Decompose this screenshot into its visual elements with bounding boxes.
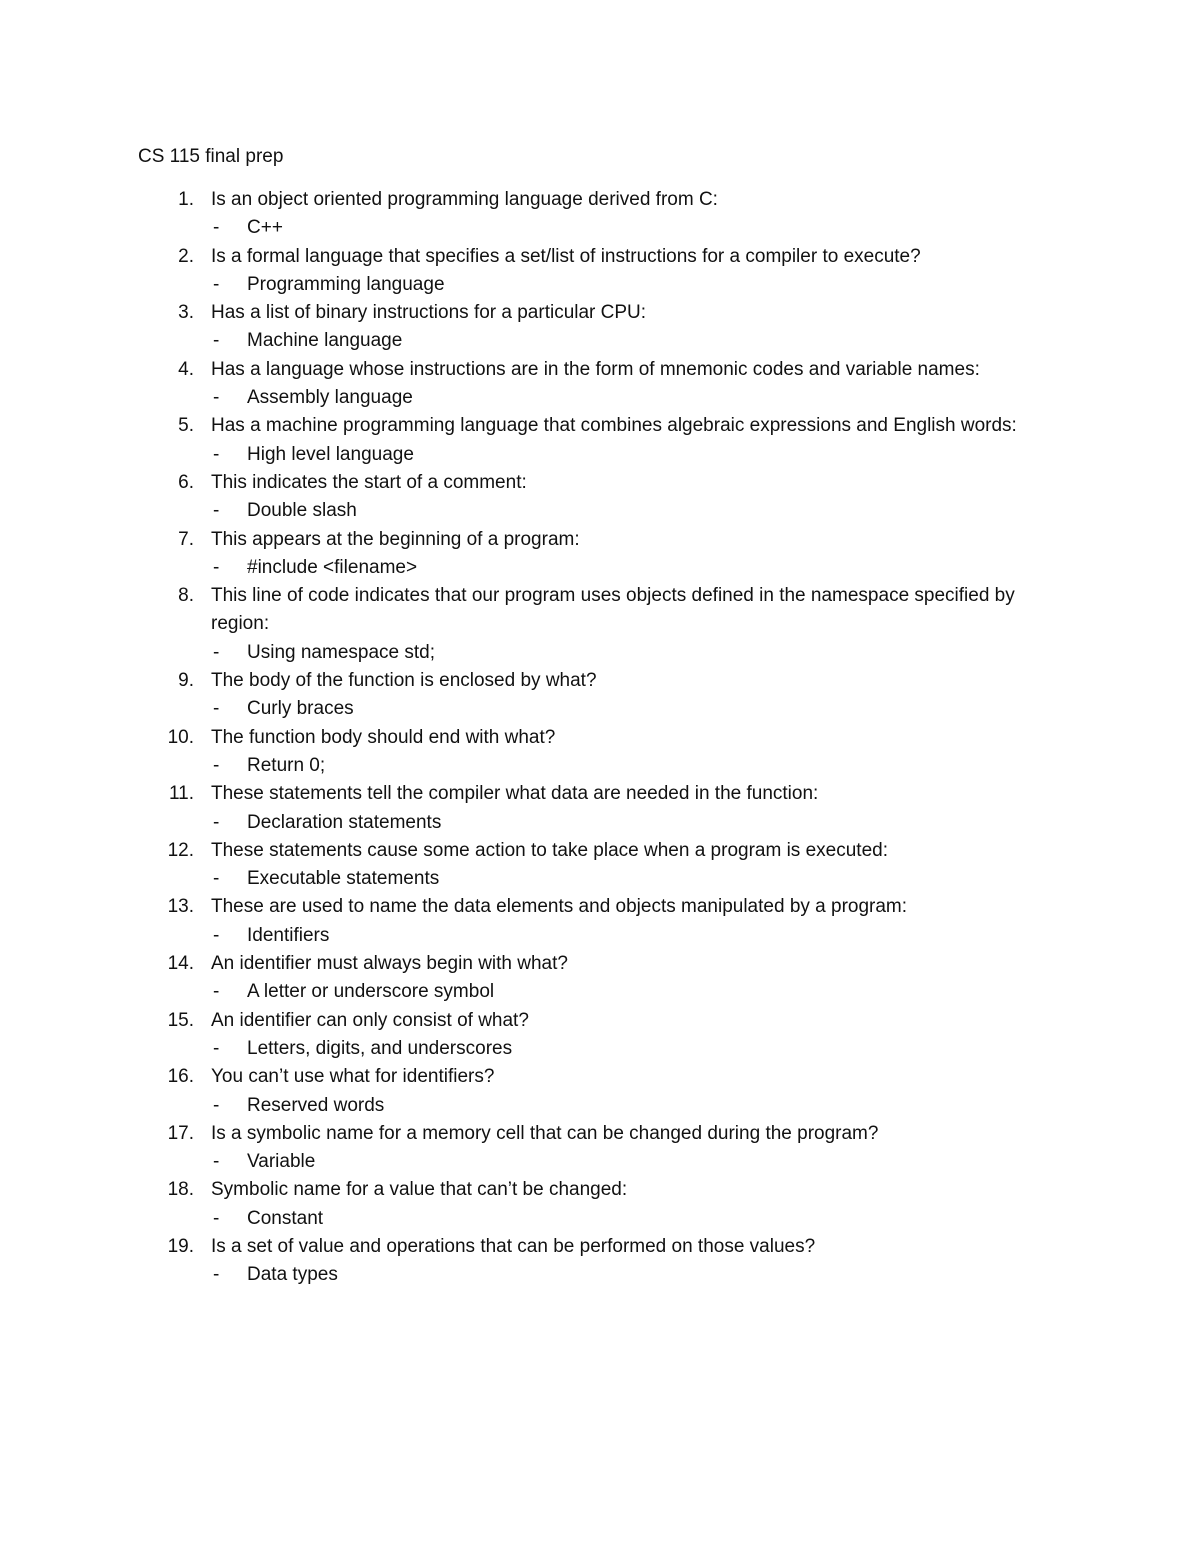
answer-marker: -: [213, 500, 220, 522]
question-number: 5.: [178, 415, 194, 437]
question-text: Has a language whose instructions are in the form of mnemonic codes and variable names:: [211, 358, 980, 380]
question-text: The function body should end with what?: [211, 726, 556, 748]
answer-marker: -: [213, 443, 220, 465]
question-line: [0, 1233, 1061, 1261]
list-item: [0, 1120, 1200, 1177]
answer-text: Identifiers: [247, 924, 330, 946]
answer-text: Declaration statements: [247, 811, 442, 833]
question-line: [0, 1120, 1061, 1148]
question-text: Has a machine programming language that combines algebraic expressions and English words:: [211, 415, 1017, 437]
answer-line: [0, 1035, 1200, 1063]
question-number: 7.: [178, 528, 194, 550]
list-item: [0, 724, 1200, 781]
question-text: Is a set of value and operations that can be performed on those values?: [211, 1235, 816, 1257]
question-text: This indicates the start of a comment:: [211, 471, 527, 493]
question-number: 10.: [167, 726, 194, 748]
question-text: Symbolic name for a value that can’t be changed:: [211, 1179, 628, 1201]
answer-text: Using namespace std;: [247, 641, 435, 663]
question-text: These statements cause some action to take place when a program is executed:: [211, 839, 888, 861]
document-title: CS 115 final prep: [138, 146, 284, 167]
list-item: [0, 780, 1200, 837]
answer-line: [0, 752, 1200, 780]
answer-line: [0, 1261, 1200, 1289]
list-item: [0, 1007, 1200, 1064]
question-number: 13.: [167, 896, 194, 918]
answer-line: [0, 441, 1200, 469]
list-item: [0, 1176, 1200, 1233]
answer-line: [0, 271, 1200, 299]
answer-marker: -: [213, 1094, 220, 1116]
question-number: 17.: [167, 1122, 194, 1144]
question-number: 2.: [178, 245, 194, 267]
question-line: [0, 780, 1061, 808]
list-item: [0, 582, 1200, 667]
question-line: [0, 950, 1061, 978]
answer-text: Return 0;: [247, 754, 326, 776]
question-line: [0, 186, 1061, 214]
question-line: [0, 1007, 1061, 1035]
answer-line: [0, 214, 1200, 242]
answer-text: C++: [247, 217, 283, 239]
answer-line: [0, 1148, 1200, 1176]
question-line: [0, 243, 1061, 271]
answer-marker: -: [213, 981, 220, 1003]
answer-text: Curly braces: [247, 698, 354, 720]
question-number: 6.: [178, 471, 194, 493]
answer-line: [0, 1205, 1200, 1233]
answer-line: [0, 922, 1200, 950]
question-text: Is a formal language that specifies a set/list of instructions for a compiler to execute?: [211, 245, 921, 267]
question-number: 19.: [167, 1235, 194, 1257]
list-item: [0, 412, 1200, 469]
question-text: Is an object oriented programming language derived from C:: [211, 189, 718, 210]
list-item: [0, 837, 1200, 894]
question-line: [0, 1176, 1061, 1204]
question-number: 11.: [168, 783, 194, 805]
answer-line: [0, 639, 1200, 667]
question-line: [0, 299, 1061, 327]
question-text: This appears at the beginning of a program:: [211, 528, 580, 550]
answer-marker: -: [213, 1264, 220, 1286]
answer-line: [0, 384, 1200, 412]
question-number: 18.: [167, 1179, 194, 1201]
question-line: [0, 837, 1061, 865]
answer-text: Double slash: [247, 500, 357, 522]
answer-line: [0, 1092, 1200, 1120]
answer-text: Programming language: [247, 273, 445, 295]
question-line: [0, 526, 1061, 554]
answer-marker: -: [213, 1151, 220, 1173]
question-text: These statements tell the compiler what data are needed in the function:: [211, 783, 819, 805]
answer-line: [0, 497, 1200, 525]
answer-line: [0, 554, 1200, 582]
list-item: [0, 1233, 1200, 1290]
answer-line: [0, 865, 1200, 893]
answer-marker: -: [213, 924, 220, 946]
answer-marker: -: [213, 1037, 220, 1059]
question-line: [0, 1063, 1061, 1091]
answer-marker: -: [213, 754, 220, 776]
question-list: [0, 186, 1200, 1290]
list-item: [0, 526, 1200, 583]
list-item: [0, 356, 1200, 413]
list-item: [0, 950, 1200, 1007]
answer-marker: -: [213, 217, 220, 239]
question-number: 3.: [178, 302, 194, 324]
answer-marker: -: [213, 387, 220, 409]
question-number: 14.: [167, 953, 194, 975]
answer-text: A letter or underscore symbol: [247, 981, 495, 1003]
answer-marker: -: [213, 698, 220, 720]
question-number: 16.: [167, 1066, 194, 1088]
question-text: This line of code indicates that our program uses objects defined in the namespace specified by region:: [211, 585, 1015, 635]
answer-marker: -: [213, 330, 220, 352]
answer-line: [0, 809, 1200, 837]
question-number: 15.: [167, 1009, 194, 1031]
answer-marker: -: [213, 811, 220, 833]
answer-text: Variable: [247, 1151, 316, 1173]
answer-text: Machine language: [247, 330, 403, 352]
question-number: 1.: [178, 189, 194, 210]
question-line: [0, 893, 1061, 921]
list-item: [0, 1063, 1200, 1120]
list-item: [0, 299, 1200, 356]
answer-text: Constant: [247, 1207, 324, 1229]
question-text: An identifier can only consist of what?: [211, 1009, 529, 1031]
question-text: The body of the function is enclosed by what?: [211, 670, 597, 692]
answer-marker: -: [213, 868, 220, 890]
answer-marker: -: [213, 273, 220, 295]
answer-line: [0, 327, 1200, 355]
list-item: [0, 469, 1200, 526]
answer-text: Executable statements: [247, 868, 440, 890]
answer-text: Reserved words: [247, 1094, 385, 1116]
question-line: [0, 469, 1061, 497]
question-text: You can’t use what for identifiers?: [211, 1066, 495, 1088]
list-item: [0, 186, 1200, 243]
answer-text: High level language: [247, 443, 414, 465]
question-number: 4.: [178, 358, 194, 380]
question-line: [0, 667, 1061, 695]
answer-line: [0, 695, 1200, 723]
question-number: 8.: [178, 585, 194, 607]
answer-text: Assembly language: [247, 387, 413, 409]
question-text: Is a symbolic name for a memory cell that can be changed during the program?: [211, 1122, 879, 1144]
answer-text: Letters, digits, and underscores: [247, 1037, 513, 1059]
answer-text: #include <filename>: [247, 556, 418, 578]
list-item: [0, 667, 1200, 724]
answer-marker: -: [213, 1207, 220, 1229]
question-number: 9.: [178, 670, 194, 692]
answer-marker: -: [213, 556, 220, 578]
question-line: [0, 724, 1061, 752]
question-number: 12.: [167, 839, 194, 861]
question-text: An identifier must always begin with what?: [211, 953, 568, 975]
list-item: [0, 243, 1200, 300]
answer-text: Data types: [247, 1264, 338, 1286]
answer-line: [0, 978, 1200, 1006]
question-line: [0, 582, 1061, 639]
question-text: These are used to name the data elements and objects manipulated by a program:: [211, 896, 908, 918]
question-line: [0, 356, 1061, 384]
question-line: [0, 412, 1061, 440]
list-item: [0, 893, 1200, 950]
question-text: Has a list of binary instructions for a particular CPU:: [211, 302, 647, 324]
answer-marker: -: [213, 641, 220, 663]
